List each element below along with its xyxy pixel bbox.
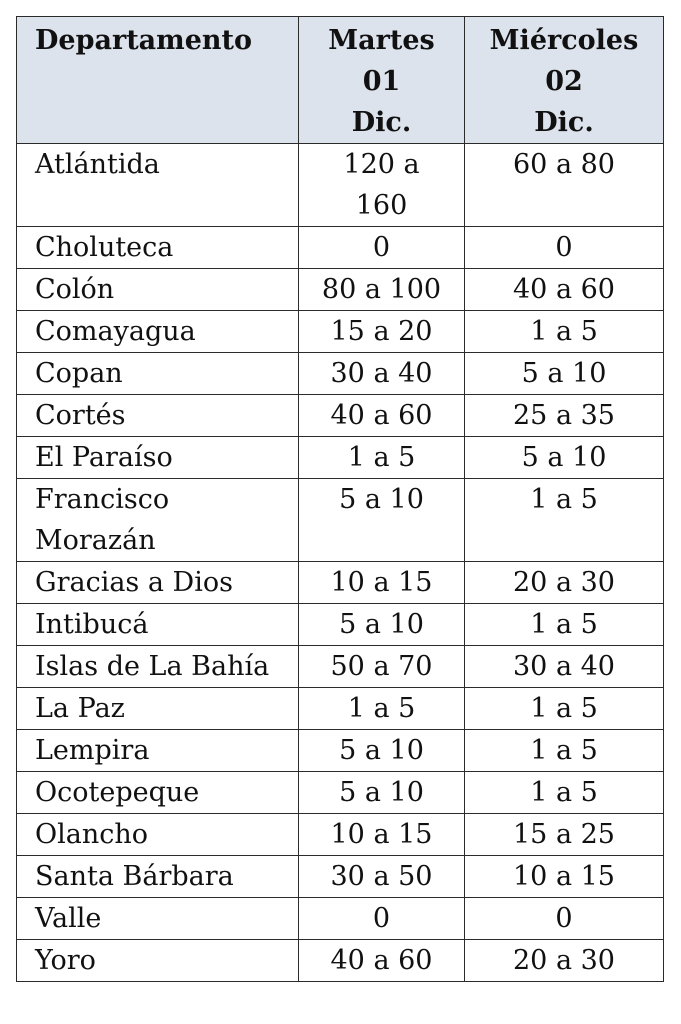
cell-department: Yoro <box>17 940 299 982</box>
table-row <box>17 227 664 269</box>
cell-day1: 80 a 100 <box>299 269 465 311</box>
cell-department: Lempira <box>17 730 299 772</box>
cell-day1: 10 a 15 <box>299 814 465 856</box>
cell-department: Comayagua <box>17 311 299 353</box>
header-day2-month: Dic. <box>534 107 594 138</box>
header-day1-month: Dic. <box>351 107 412 138</box>
cell-day1: 40 a 60 <box>299 395 465 437</box>
table-row <box>17 353 664 395</box>
cell-day2: 1 a 5 <box>465 772 664 814</box>
cell-day2: 1 a 5 <box>465 311 664 353</box>
cell-day1: 5 a 10 <box>299 730 465 772</box>
cell-day2: 0 <box>465 898 664 940</box>
cell-department: Islas de La Bahía <box>17 646 299 688</box>
cell-day2: 0 <box>465 227 664 269</box>
table-row <box>17 814 664 856</box>
cell-day1: 0 <box>299 898 465 940</box>
table-row <box>17 898 664 940</box>
cell-day2: 40 a 60 <box>465 269 664 311</box>
cell-day2: 5 a 10 <box>465 353 664 395</box>
cell-department: Santa Bárbara <box>17 856 299 898</box>
table-row <box>17 479 664 562</box>
cell-day2: 25 a 35 <box>465 395 664 437</box>
table-row <box>17 395 664 437</box>
cell-department: Gracias a Dios <box>17 562 299 604</box>
header-day1-day: 01 <box>362 66 401 97</box>
cell-department: Intibucá <box>17 604 299 646</box>
cell-day1: 5 a 10 <box>299 772 465 814</box>
cell-department: Colón <box>17 269 299 311</box>
cell-department: Ocotepeque <box>17 772 299 814</box>
cell-department: Cortés <box>17 395 299 437</box>
cell-day2: 10 a 15 <box>465 856 664 898</box>
table-row <box>17 940 664 982</box>
cell-department: Francisco Morazán <box>17 479 299 562</box>
cell-day2: 30 a 40 <box>465 646 664 688</box>
cell-day1: 15 a 20 <box>299 311 465 353</box>
header-day2 <box>465 17 664 144</box>
cell-day2: 1 a 5 <box>465 604 664 646</box>
cell-day2: 60 a 80 <box>465 144 664 227</box>
cell-day1: 1 a 5 <box>299 688 465 730</box>
cell-day1: 5 a 10 <box>299 604 465 646</box>
cell-department: Olancho <box>17 814 299 856</box>
header-department: Departamento <box>17 17 299 144</box>
cell-day2: 20 a 30 <box>465 562 664 604</box>
cell-department: Choluteca <box>17 227 299 269</box>
cell-day2: 20 a 30 <box>465 940 664 982</box>
table-row <box>17 856 664 898</box>
cell-day2: 1 a 5 <box>465 479 664 562</box>
header-day2-weekday: Miércoles <box>489 25 639 56</box>
cell-department: Copan <box>17 353 299 395</box>
table-row <box>17 269 664 311</box>
cell-day1: 40 a 60 <box>299 940 465 982</box>
table-row <box>17 144 664 227</box>
cell-department: Atlántida <box>17 144 299 227</box>
cell-day1: 30 a 50 <box>299 856 465 898</box>
table-row <box>17 311 664 353</box>
table-header <box>17 17 664 144</box>
table-row <box>17 730 664 772</box>
cell-day1: 5 a 10 <box>299 479 465 562</box>
cell-day1: 0 <box>299 227 465 269</box>
cell-department: La Paz <box>17 688 299 730</box>
cell-day1: 50 a 70 <box>299 646 465 688</box>
cell-day2: 15 a 25 <box>465 814 664 856</box>
table-row <box>17 772 664 814</box>
header-day1-weekday: Martes <box>328 25 435 56</box>
cell-day2: 1 a 5 <box>465 688 664 730</box>
cell-day1: 1 a 5 <box>299 437 465 479</box>
table-row <box>17 604 664 646</box>
header-day1 <box>299 17 465 144</box>
table-row <box>17 562 664 604</box>
cell-day2: 5 a 10 <box>465 437 664 479</box>
cell-day1: 30 a 40 <box>299 353 465 395</box>
table-row <box>17 437 664 479</box>
header-day2-day: 02 <box>545 66 583 97</box>
header-row <box>17 17 664 144</box>
cell-day1: 120 a 160 <box>299 144 465 227</box>
table-body <box>17 144 664 982</box>
table-row <box>17 646 664 688</box>
table-row <box>17 688 664 730</box>
cell-department: Valle <box>17 898 299 940</box>
forecast-table <box>16 16 664 982</box>
cell-day1: 10 a 15 <box>299 562 465 604</box>
cell-department: El Paraíso <box>17 437 299 479</box>
cell-day2: 1 a 5 <box>465 730 664 772</box>
